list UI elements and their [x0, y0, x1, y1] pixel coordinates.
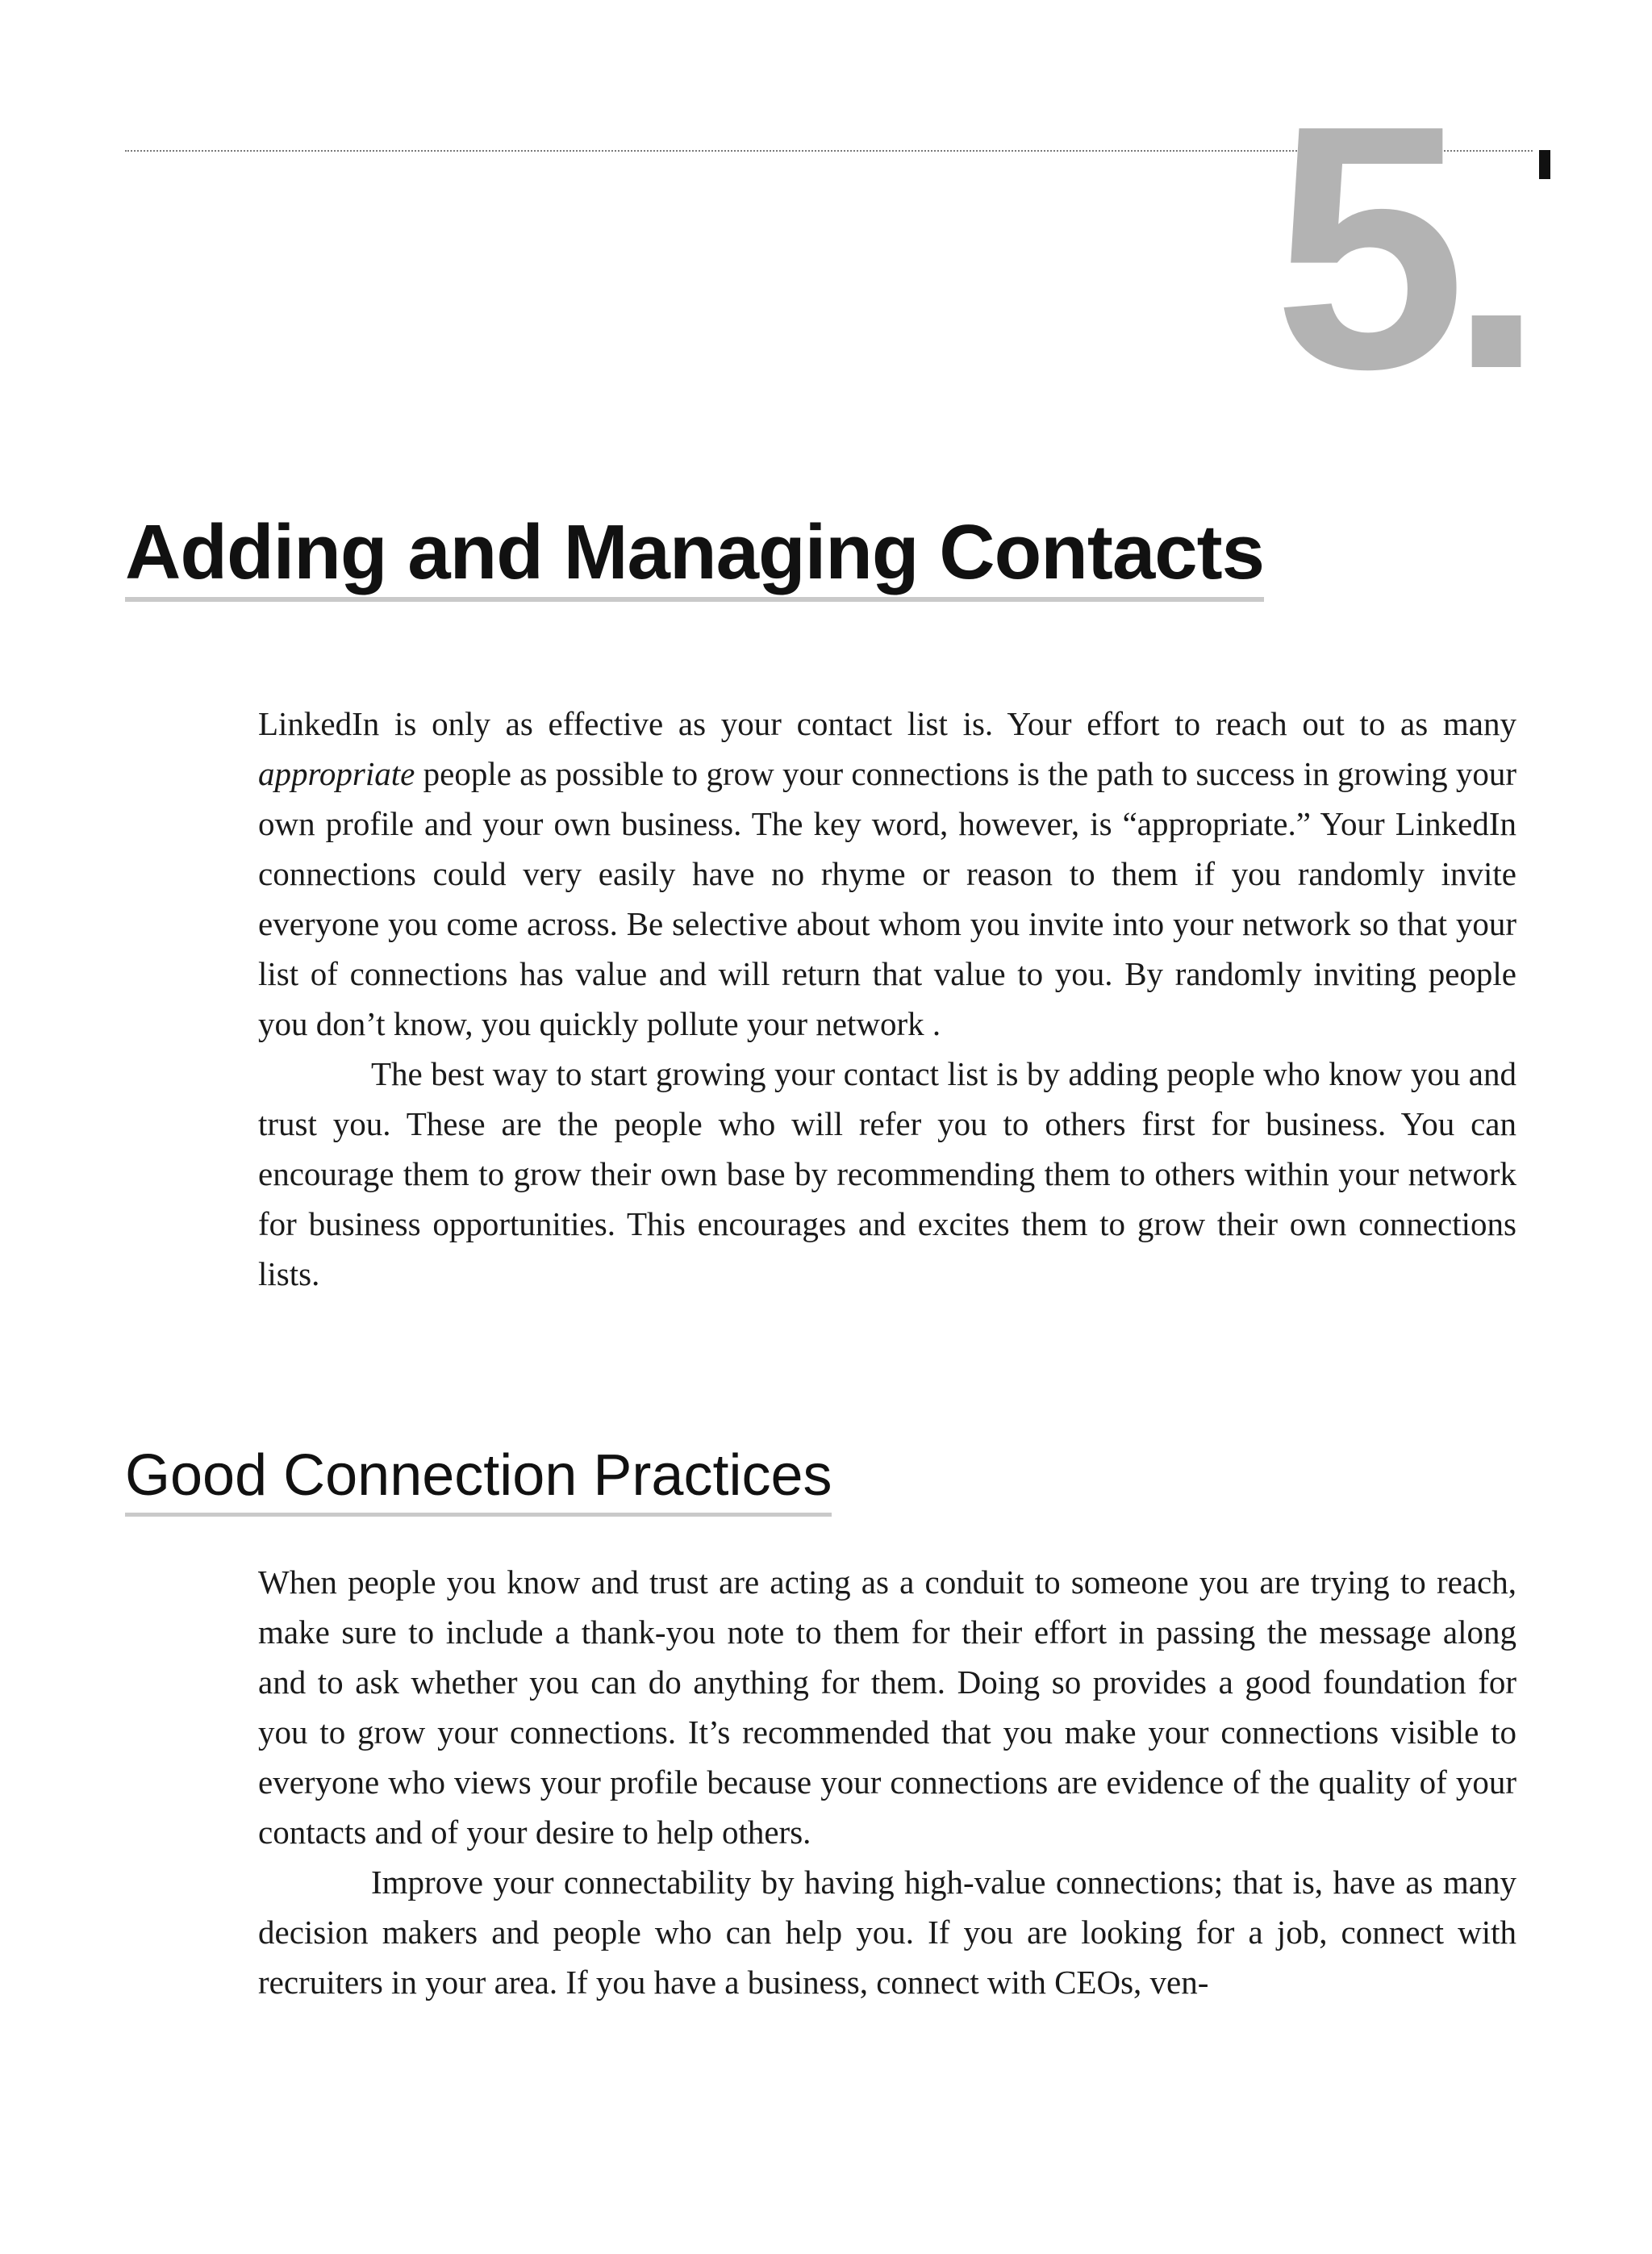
section-title: Good Connection Practices — [125, 1444, 832, 1517]
intro-paragraph-2: The best way to start growing your contact list is by adding people who know you and trust you. These are the people who will refer you to others first for business. You can encourage them to grow their own base by recommending them to others within your network for business opportunities. This encourages and excites them to grow their own connections lists. — [258, 1055, 1516, 1292]
intro-text-block — [258, 699, 1516, 1299]
intro-paragraph-1-end: people as possible to grow your connections is the path to success in growing your own profile and your own business. The key word, however, is “appropriate.” Your LinkedIn connections could very easily have no rhyme or reason to them if you randomly invite everyone you come across. Be selective about whom you invite into your network so that your list of connections has value and will return that value to you. By randomly inviting people you don’t know, you quickly pollute your network . — [258, 755, 1516, 1042]
intro-paragraph-1-start: LinkedIn is only as effective as your contact list is. Your effort to reach out to as many — [258, 705, 1516, 742]
section-paragraph-1: When people you know and trust are acting as a conduit to someone you are trying to reach, make sure to include a thank-you note to them for their effort in passing the message along and to ask whether you can do anything for them. Doing so provides a good foundation for you to grow your connections. It’s recommended that you make your connections visible to everyone who views your profile because your connections are evidence of the quality of your contacts and of your desire to help others. — [258, 1563, 1516, 1851]
section-text-block — [258, 1557, 1516, 2007]
intro-paragraph-1-emphasis: appropriate — [258, 755, 415, 792]
section-paragraph-2: Improve your connectability by having high-value connections; that is, have as many decision makers and people who can help you. If you are looking for a job, connect with recruiters in your area. If you have a business, connect with CEOs, ven- — [258, 1864, 1516, 2001]
intro-paragraph-1 — [258, 699, 1516, 1049]
chapter-title: Adding and Managing Contacts — [125, 510, 1264, 602]
chapter-tick-mark — [1539, 150, 1550, 179]
chapter-number: 5. — [1273, 54, 1527, 441]
